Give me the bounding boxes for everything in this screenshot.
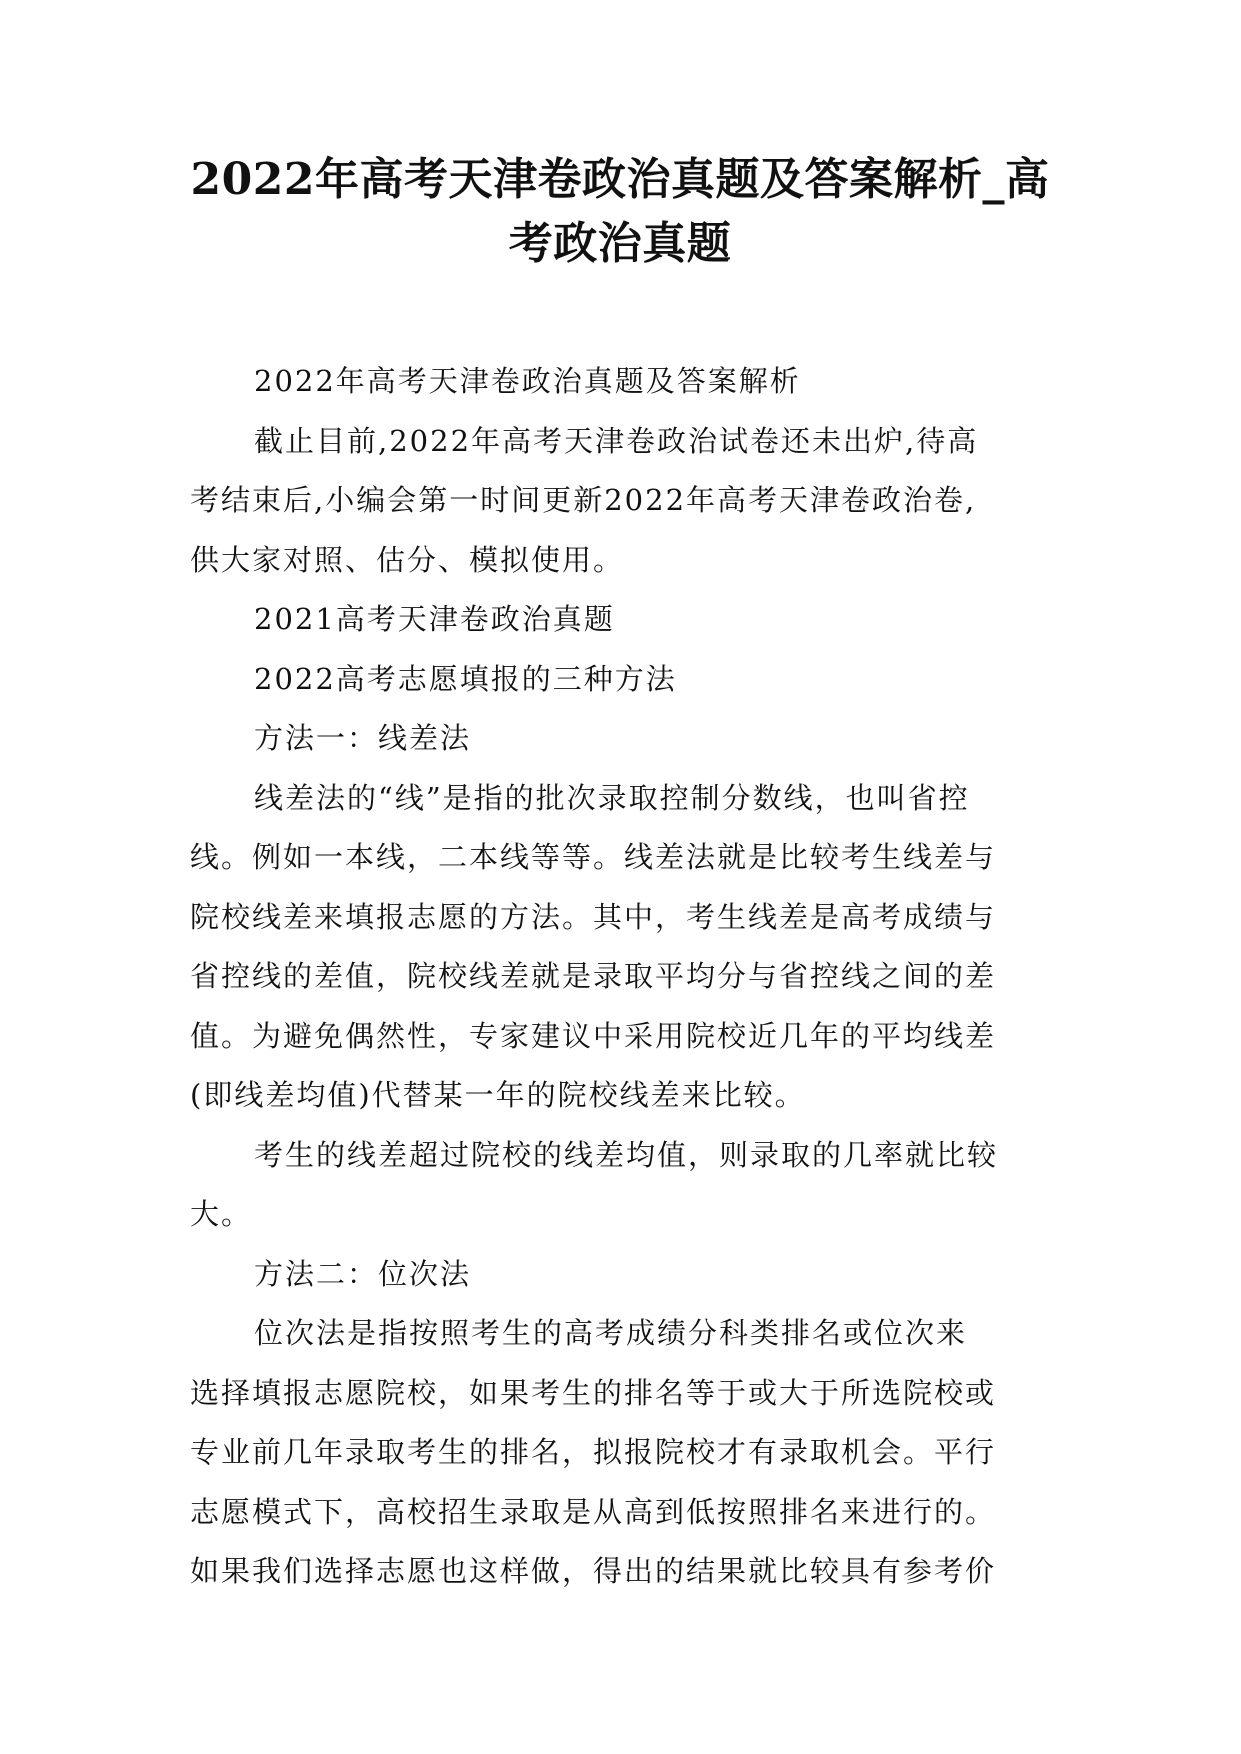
paragraph-line: 志愿模式下，高校招生录取是从高到低按照排名来进行的。 (190, 1494, 997, 1529)
title-line-1: 2022年高考天津卷政治真题及答案解析_高 (190, 154, 1050, 205)
paragraph-line: 2021高考天津卷政治真题 (254, 602, 615, 636)
paragraph-line: 考结束后,小编会第一时间更新2022年高考天津卷政治卷, (190, 483, 977, 517)
section-heading: 方法二：位次法 (254, 1256, 472, 1291)
paragraph-line: 选择填报志愿院校，如果考生的排名等于或大于所选院校或 (190, 1375, 997, 1410)
document-title (170, 148, 1070, 276)
paragraph-line: 供大家对照、估分、模拟使用。 (190, 542, 625, 577)
paragraph-line: 线。例如一本线，二本线等等。线差法就是比较考生线差与 (190, 840, 997, 874)
paragraph-line: 省控线的差值，院校线差就是录取平均分与省控线之间的差 (190, 959, 997, 993)
paragraph-line: 大。 (190, 1197, 253, 1231)
paragraph-line: 截止目前,2022年高考天津卷政治试卷还未出炉,待高 (254, 423, 979, 458)
paragraph-line: 位次法是指按照考生的高考成绩分科类排名或位次来 (254, 1316, 968, 1350)
paragraph-subtitle: 2022年高考天津卷政治真题及答案解析 (254, 364, 801, 398)
paragraph-line: 线差法的“线”是指的批次录取控制分数线，也叫省控 (254, 780, 970, 815)
paragraph-line: 专业前几年录取考生的排名，拟报院校才有录取机会。平行 (190, 1435, 997, 1469)
paragraph-line: 院校线差来填报志愿的方法。其中，考生线差是高考成绩与 (190, 899, 997, 934)
paragraph-line: (即线差均值)代替某一年的院校线差来比较。 (190, 1078, 806, 1112)
paragraph-line: 值。为避免偶然性，专家建议中采用院校近几年的平均线差 (190, 1018, 997, 1053)
title-line-2: 考政治真题 (508, 218, 732, 269)
paragraph-line: 如果我们选择志愿也这样做，得出的结果就比较具有参考价 (190, 1554, 997, 1588)
section-heading: 方法一：线差法 (254, 721, 472, 755)
paragraph-line: 2022高考志愿填报的三种方法 (254, 661, 677, 696)
document-body (190, 352, 1070, 1602)
paragraph-line: 考生的线差超过院校的线差均值，则录取的几率就比较 (254, 1137, 999, 1172)
